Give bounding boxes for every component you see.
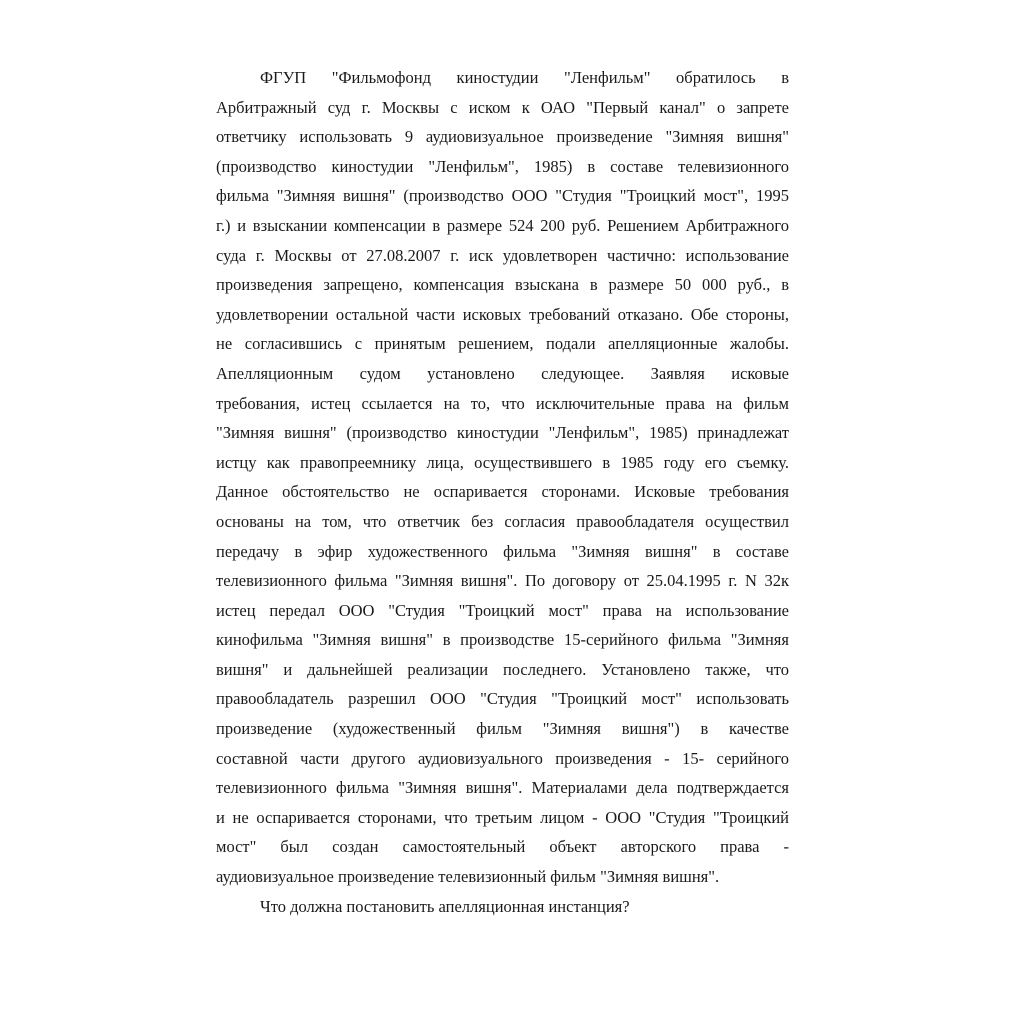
question-line: Что должна постановить апелляционная инстанция? [260, 896, 630, 916]
paragraph-line: кинофильма "Зимняя вишня" в производстве 15-серийного фильма "Зимняя [216, 630, 789, 650]
paragraph-line: вишня" и дальнейшей реализации последнего. Установлено также, что [216, 659, 789, 679]
paragraph-line: г.) и взыскании компенсации в размере 524 200 руб. Решением Арбитражного [216, 215, 789, 235]
paragraph-line: составной части другого аудиовизуального произведения - 15- серийного [216, 748, 789, 768]
paragraph-line: Данное обстоятельство не оспаривается сторонами. Исковые требования [216, 482, 789, 502]
paragraph-line: телевизионного фильма "Зимняя вишня". Материалами дела подтверждается [216, 778, 789, 798]
paragraph-line: правообладатель разрешил ООО "Студия "Троицкий мост" использовать [216, 689, 789, 709]
paragraph-line: требования, истец ссылается на то, что исключительные права на фильм [216, 393, 789, 413]
paragraph-line: не согласившись с принятым решением, подали апелляционные жалобы. [216, 334, 789, 354]
paragraph-line: истец передал ООО "Студия "Троицкий мост" права на использование [216, 600, 789, 620]
paragraph-line: и не оспаривается сторонами, что третьим лицом - ООО "Студия "Троицкий [216, 807, 789, 827]
paragraph-line: Арбитражный суд г. Москвы с иском к ОАО "Первый канал" о запрете [216, 97, 789, 117]
paragraph-line: аудиовизуальное произведение телевизионный фильм "Зимняя вишня". [216, 867, 720, 887]
paragraph-line: фильма "Зимняя вишня" (производство ООО "Студия "Троицкий мост", 1995 [216, 186, 789, 206]
paragraph-line: "Зимняя вишня" (производство киностудии "Ленфильм", 1985) принадлежат [216, 423, 789, 443]
paragraph-line: удовлетворении остальной части исковых требований отказано. Обе стороны, [216, 304, 789, 324]
paragraph-line: (производство киностудии "Ленфильм", 1985) в составе телевизионного [216, 156, 789, 176]
paragraph-line: суда г. Москвы от 27.08.2007 г. иск удовлетворен частично: использование [216, 245, 789, 265]
document-page [216, 63, 789, 921]
paragraph-line: мост" был создан самостоятельный объект авторского права - [216, 837, 789, 857]
paragraph-line: произведение (художественный фильм "Зимняя вишня") в качестве [216, 719, 789, 739]
paragraph-line: телевизионного фильма "Зимняя вишня". По договору от 25.04.1995 г. N 32к [216, 571, 789, 591]
paragraph-line: ФГУП "Фильмофонд киностудии "Ленфильм" обратилось в [260, 68, 789, 87]
paragraph-line: истцу как правопреемнику лица, осуществившего в 1985 году его съемку. [216, 452, 789, 472]
paragraph-line: основаны на том, что ответчик без согласия правообладателя осуществил [216, 511, 789, 531]
case-paragraph [216, 63, 789, 892]
paragraph-line: ответчику использовать 9 аудиовизуальное произведение "Зимняя вишня" [216, 127, 789, 147]
paragraph-line: Апелляционным судом установлено следующее. Заявляя исковые [216, 363, 789, 383]
paragraph-line: передачу в эфир художественного фильма "Зимняя вишня" в составе [216, 541, 789, 561]
paragraph-line: произведения запрещено, компенсация взыскана в размере 50 000 руб., в [216, 275, 789, 295]
